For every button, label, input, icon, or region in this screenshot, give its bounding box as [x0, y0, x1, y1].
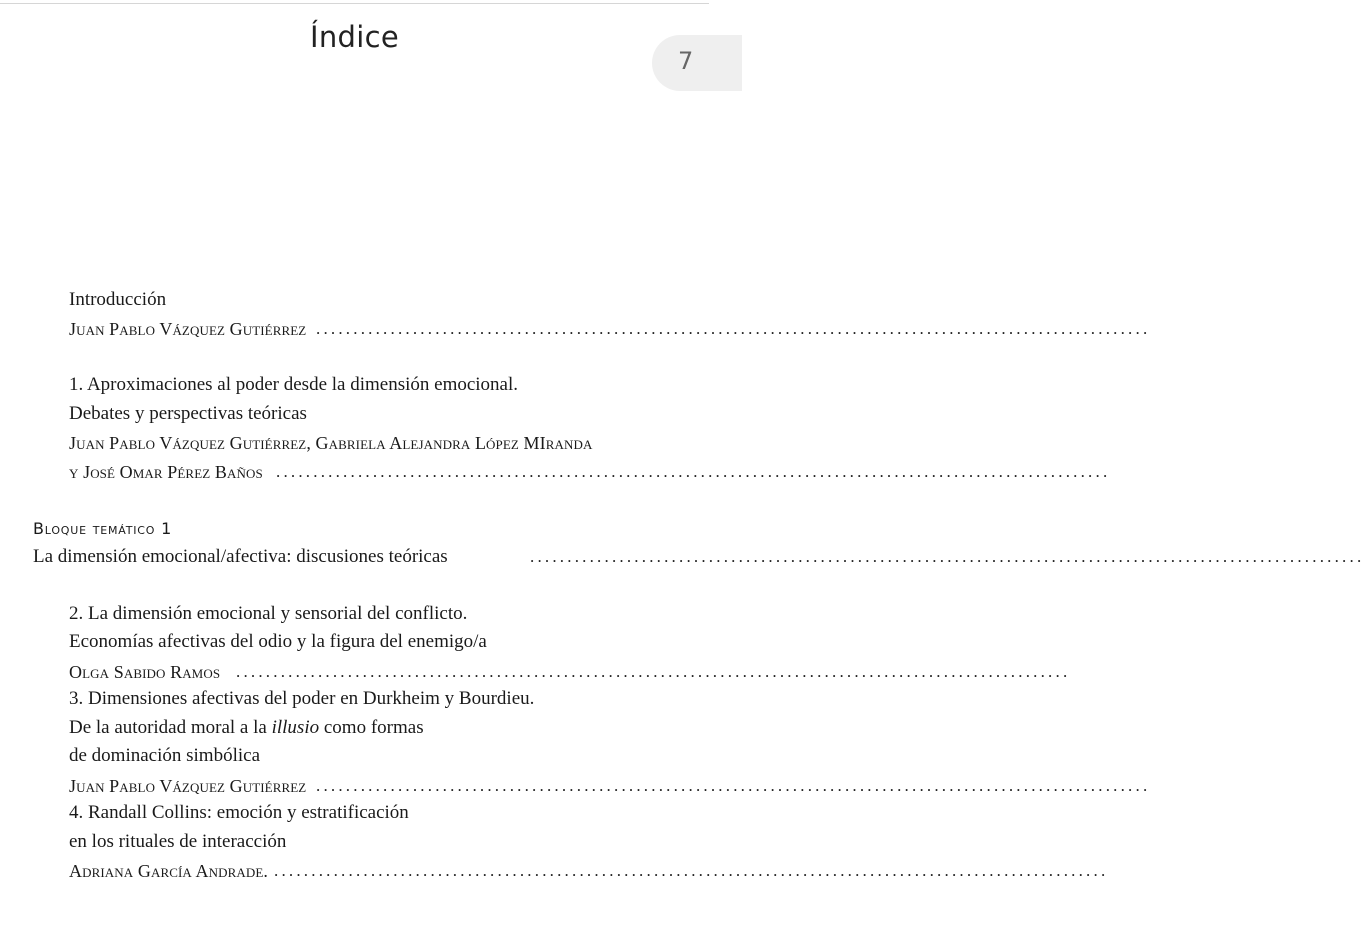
toc-entry-title[interactable]: 3. Dimensiones afectivas del poder en Durkheim y Bourdieu.: [69, 688, 535, 709]
toc-entry-authors: Juan Pablo Vázquez Gutiérrez: [69, 776, 307, 796]
toc-entry-title[interactable]: Introducción: [69, 289, 167, 310]
toc-entry-title[interactable]: 4. Randall Collins: emoción y estratificación: [69, 802, 409, 823]
toc-entry-authors-cont: y José Omar Pérez Baños: [69, 462, 263, 482]
toc-entry-authors: Juan Pablo Vázquez Gutiérrez: [69, 319, 307, 339]
page-title: Índice: [310, 20, 399, 54]
page-number: 7: [678, 47, 694, 75]
toc-entry-title-cont[interactable]: de dominación simbólica: [69, 745, 261, 766]
toc-entry-authors: Olga Sabido Ramos: [69, 662, 221, 682]
toc-entry-title-cont[interactable]: Debates y perspectivas teóricas: [69, 403, 307, 424]
toc-entry-authors: Juan Pablo Vázquez Gutiérrez, Gabriela Alejandra López MIranda: [69, 433, 593, 453]
toc-leader-dots: ................................................................................................................: [530, 547, 1364, 566]
top-rule: [0, 3, 709, 4]
toc-entry-title-cont[interactable]: Economías afectivas del odio y la figura del enemigo/a: [69, 631, 487, 652]
toc-entry-title[interactable]: 2. La dimensión emocional y sensorial del conflicto.: [69, 603, 468, 624]
toc-leader-dots: ................................................................................................................: [316, 319, 1151, 338]
block-label: Bloque temático 1: [33, 519, 173, 538]
toc-entry-title-cont[interactable]: en los rituales de interacción: [69, 831, 287, 852]
toc-entry-title-cont[interactable]: De la autoridad moral a la illusio como formas: [69, 717, 424, 738]
italic-term: illusio: [271, 717, 320, 738]
page-number-tab: [652, 35, 742, 91]
toc-entry-authors: Adriana García Andrade.: [69, 861, 268, 881]
toc-leader-dots: ................................................................................................................: [276, 462, 1111, 481]
toc-leader-dots: ................................................................................................................: [274, 861, 1109, 880]
toc-entry-title[interactable]: 1. Aproximaciones al poder desde la dimensión emocional.: [69, 374, 519, 395]
block-title[interactable]: La dimensión emocional/afectiva: discusiones teóricas: [33, 546, 448, 567]
toc-leader-dots: ................................................................................................................: [316, 776, 1151, 795]
toc-leader-dots: ................................................................................................................: [236, 662, 1071, 681]
